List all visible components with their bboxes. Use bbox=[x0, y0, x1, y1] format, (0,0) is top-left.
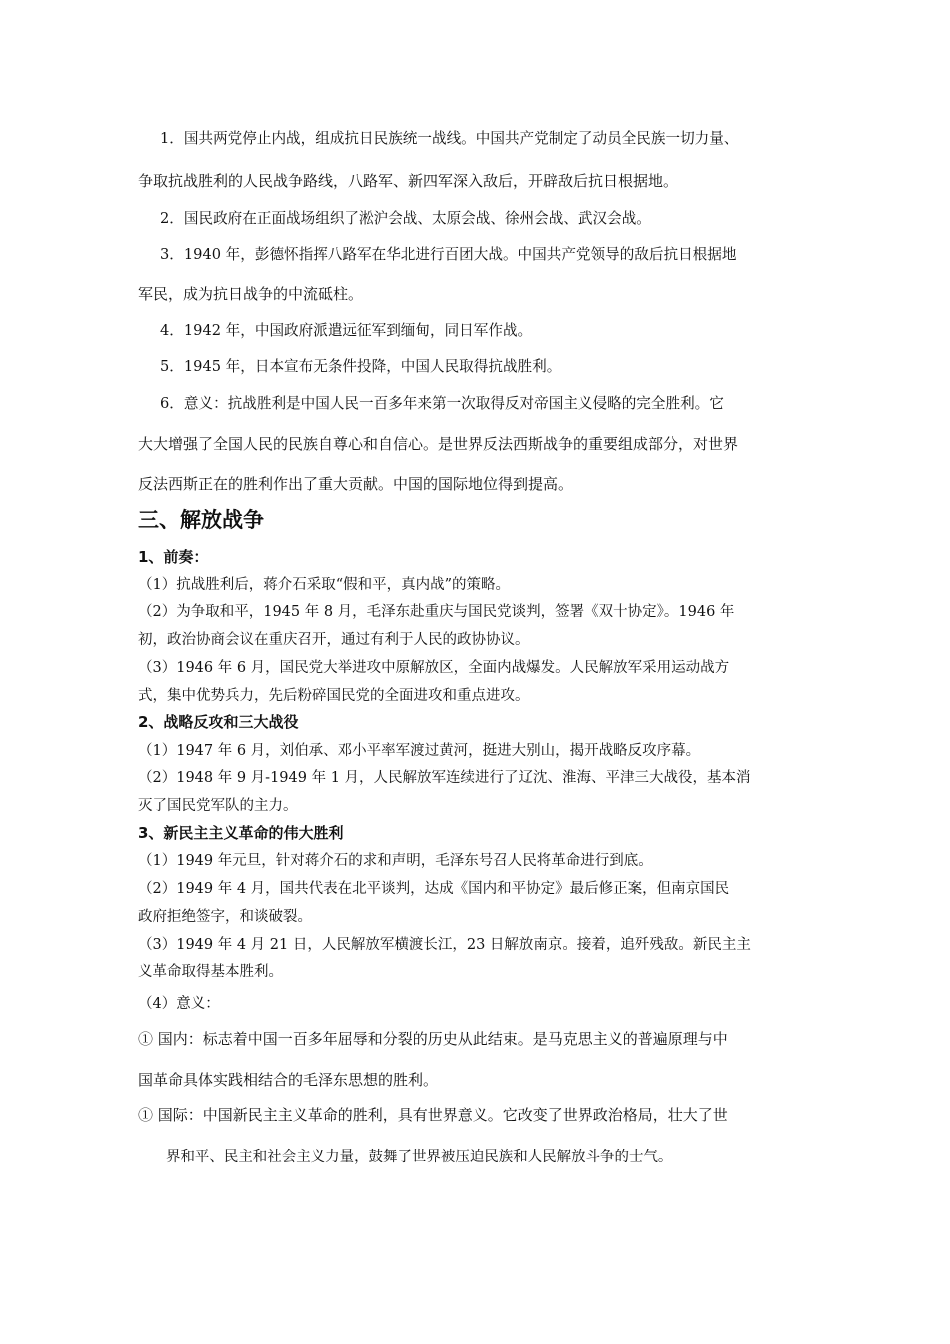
prelude-p3-line-2: 式，集中优势兵力，先后粉碎国民党的全面进攻和重点进攻。 bbox=[138, 688, 530, 704]
international-significance-line-2: 界和平、民主和社会主义力量，鼓舞了世界被压迫民族和人民解放斗争的士气。 bbox=[166, 1149, 673, 1165]
prelude-heading: 1、前奏： bbox=[138, 548, 209, 566]
victory-p2-line-2: 政府拒绝签字，和谈破裂。 bbox=[138, 909, 312, 925]
counteroffensive-p1-line-1: （1）1947 年 6 月，刘伯承、邓小平率军渡过黄河，挺进大别山，揭开战略反攻序幕。 bbox=[138, 743, 701, 759]
counteroffensive-p2-line-2: 灭了国民党军队的主力。 bbox=[138, 798, 298, 814]
victory-heading: 3、新民主主义革命的伟大胜利 bbox=[138, 824, 344, 842]
item-6-line-3: 反法西斯正在的胜利作出了重大贡献。中国的国际地位得到提高。 bbox=[138, 475, 574, 493]
victory-p2-line-1: （2）1949 年 4 月，国共代表在北平谈判，达成《国内和平协定》最后修正案，但南京国民 bbox=[138, 881, 730, 897]
item-6-line-2: 大大增强了全国人民的民族自尊心和自信心。是世界反法西斯战争的重要组成部分，对世界 bbox=[138, 435, 739, 453]
counteroffensive-p2-line-1: （2）1948 年 9 月-1949 年 1 月，人民解放军连续进行了辽沈、淮海、平津三大战役，基本消 bbox=[138, 770, 751, 786]
item-3-line-2: 军民，成为抗日战争的中流砥柱。 bbox=[138, 285, 364, 303]
international-significance-line-1: ① 国际：中国新民主主义革命的胜利，具有世界意义。它改变了世界政治格局，壮大了世 bbox=[138, 1106, 728, 1124]
domestic-significance-line-1: ① 国内：标志着中国一百多年屈辱和分裂的历史从此结束。是马克思主义的普遍原理与中 bbox=[138, 1030, 728, 1048]
prelude-p2-line-1: （2）为争取和平，1945 年 8 月，毛泽东赴重庆与国民党谈判，签署《双十协定》。1946 年 bbox=[138, 604, 735, 620]
item-5-line-1: 5．1945 年，日本宣布无条件投降，中国人民取得抗战胜利。 bbox=[160, 358, 562, 375]
item-3-line-1: 3．1940 年，彭德怀指挥八路军在华北进行百团大战。中国共产党领导的敌后抗日根据地 bbox=[160, 246, 737, 263]
victory-p4-line-1: （4）意义： bbox=[138, 996, 220, 1012]
item-1-line-1: 1．国共两党停止内战，组成抗日民族统一战线。中国共产党制定了动员全民族一切力量、 bbox=[160, 130, 739, 147]
counteroffensive-heading: 2、战略反攻和三大战役 bbox=[138, 713, 299, 731]
victory-p3-line-2: 义革命取得基本胜利。 bbox=[138, 964, 283, 980]
domestic-significance-line-2: 国革命具体实践相结合的毛泽东思想的胜利。 bbox=[138, 1071, 439, 1089]
item-4-line-1: 4．1942 年，中国政府派遣远征军到缅甸，同日军作战。 bbox=[160, 322, 533, 339]
prelude-p3-line-1: （3）1946 年 6 月，国民党大举进攻中原解放区，全面内战爆发。人民解放军采用运动战方 bbox=[138, 660, 730, 676]
prelude-p2-line-2: 初，政治协商会议在重庆召开，通过有利于人民的政协协议。 bbox=[138, 632, 530, 648]
item-1-line-2: 争取抗战胜利的人民战争路线，八路军、新四军深入敌后，开辟敌后抗日根据地。 bbox=[138, 172, 679, 190]
victory-p3-line-1: （3）1949 年 4 月 21 日，人民解放军横渡长江，23 日解放南京。接着，追歼残敌。新民主主 bbox=[138, 937, 751, 953]
item-6-line-1: 6．意义：抗战胜利是中国人民一百多年来第一次取得反对帝国主义侵略的完全胜利。它 bbox=[160, 395, 724, 412]
victory-p1-line-1: （1）1949 年元旦，针对蒋介石的求和声明，毛泽东号召人民将革命进行到底。 bbox=[138, 853, 653, 869]
item-2-line-1: 2．国民政府在正面战场组织了淞沪会战、太原会战、徐州会战、武汉会战。 bbox=[160, 210, 651, 227]
section-title: 三、解放战争 bbox=[138, 508, 264, 532]
prelude-p1-line-1: （1）抗战胜利后，蒋介石采取“假和平，真内战”的策略。 bbox=[138, 577, 511, 593]
